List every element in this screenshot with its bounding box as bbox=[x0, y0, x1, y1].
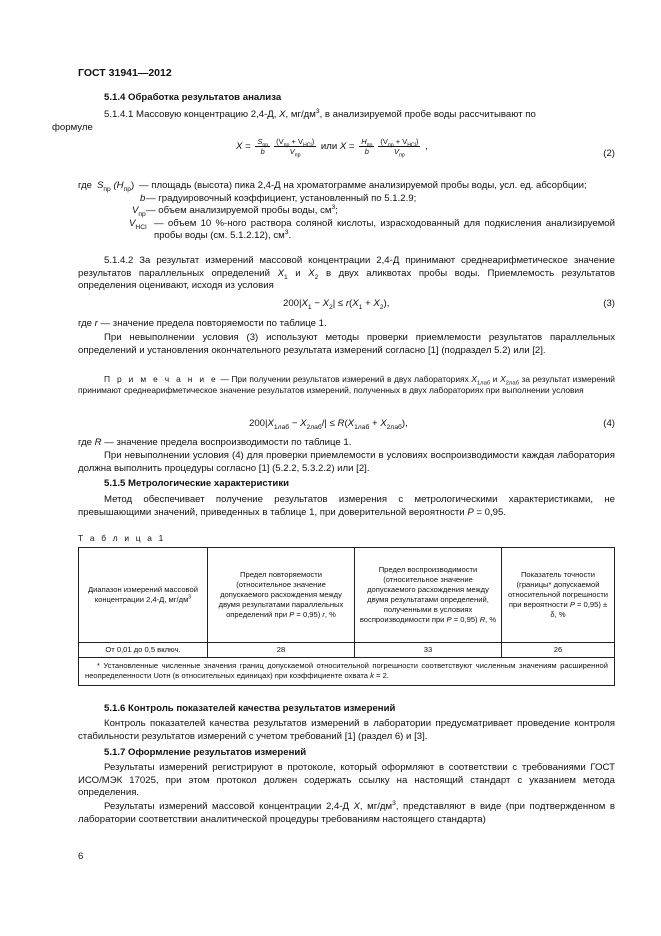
section-heading-5-1-6: 5.1.6 Контроль показателей качества результатов измерений bbox=[104, 703, 396, 714]
definition-row: b — градуировочный коэффициент, установленный по 5.1.2.9; bbox=[140, 192, 417, 204]
table-cell: 28 bbox=[208, 643, 355, 658]
formula-4: $200|X_{1лаб} - X_{2лаб}/| \le R(X_{1лаб} + X_{2лаб})$, bbox=[249, 418, 408, 431]
document-header: ГОСТ 31941—2012 bbox=[78, 67, 172, 79]
table-cell: 26 bbox=[502, 643, 615, 658]
table-header-cell: Показатель точности (границы* допускаемой относительной погрешности при вероятности P = 0,95) ± δ, % bbox=[502, 548, 615, 643]
paragraph-5-1-4-2: 5.1.4.2 За результат измерений массовой концентрации 2,4-Д принимают среднеарифметическое значение результатов параллельных определений $X_1$ и $X_2$ в двух аликвотах пробы воды. Приемлемость результатов определения оценивают, исходя из условия bbox=[78, 255, 615, 292]
table-header-cell: Предел повторяемости (относительное значение допускаемого расхождения между двумя результатами параллельных определений при P = 0,95) r, % bbox=[208, 548, 355, 643]
definition-row: где $S_{пр}$ $(H_{пр})$ — площадь (высота) пика 2,4-Д на хроматограмме анализируемой пробы воды, усл. ед. абсорбции; bbox=[78, 180, 587, 193]
formula-2-number: (2) bbox=[603, 148, 615, 159]
page-number: 6 bbox=[78, 851, 84, 862]
section-heading-5-1-7: 5.1.7 Оформление результатов измерений bbox=[104, 747, 307, 758]
table-cell: 33 bbox=[355, 643, 502, 658]
where-r-line: где r — значение предела повторяемости по таблице 1. bbox=[78, 318, 327, 329]
formula-4-number: (4) bbox=[603, 418, 615, 429]
paragraph-fail-3: При невыполнении условия (3) используют методы проверки приемлемости результатов параллельных определений и установления окончательного результата измерений согласно [1] (подраздел 5.2) или [2]. bbox=[78, 332, 615, 356]
table-cell: От 0,01 до 0,5 включ. bbox=[79, 643, 208, 658]
table-footnote-row bbox=[79, 658, 615, 686]
definitions-list bbox=[78, 180, 615, 243]
definition-row: $V_{HCl}$ — объем 10 %-ного раствора соляной кислоты, израсходованный для подкисления анализируемой пробы воды (см. 5.1.2.12), $см^3$. bbox=[129, 217, 615, 242]
paragraph-fail-4: При невыполнении условия (4) для проверки приемлемости в условиях воспроизводимости каждая лаборатория должна выполнить процедуры согласно [1] (5.2.2, 5.3.2.2) или [2]. bbox=[78, 450, 615, 474]
definition-row: $V_{пр}$ — объем анализируемой пробы воды, $см^3$; bbox=[132, 204, 338, 219]
table-caption: Т а б л и ц а 1 bbox=[78, 533, 166, 543]
paragraph-5-1-5: Метод обеспечивает получение результатов измерения с метрологическими характеристиками, не превышающими значений, приведенных в таблице 1, при доверительной вероятности P = 0,95. bbox=[78, 494, 615, 518]
table-1 bbox=[78, 547, 615, 686]
paragraph-5-1-6: Контроль показателей качества результатов измерений в лаборатории предусматривает проведение контроля стабильности результатов измерений с учетом требований [1] (раздел 6) и [3]. bbox=[78, 718, 615, 742]
paragraph-5-1-4-1: 5.1.4.1 Массовую концентрацию 2,4-Д, X, $мг/дм^3$, в анализируемой пробе воды рассчитывают по формуле bbox=[52, 107, 536, 133]
section-heading-5-1-5: 5.1.5 Метрологические характеристики bbox=[104, 478, 290, 489]
table-header-row bbox=[79, 548, 615, 643]
table-header-cell: Предел воспроизводимости (относительное значение допускаемого расхождения между двумя результатами определений, полученными в условиях воспроизводимости при P = 0,95) R, % bbox=[355, 548, 502, 643]
paragraph-5-1-7-a: Результаты измерений регистрируют в протоколе, который оформляют в соответствии с требованиями ГОСТ ИСО/МЭК 17025, при этом протокол должен содержать ссылку на настоящий стандарт с указанием метода определения. bbox=[78, 762, 615, 799]
section-heading-5-1-4: 5.1.4 Обработка результатов анализа bbox=[104, 92, 282, 103]
paragraph-5-1-7-b: Результаты измерений массовой концентрации 2,4-Д X, $мг/дм^3$, представляют в виде (при подтвержденном в лаборатории соответствии аналитической процедуры требованиям настоящего стандарта) bbox=[78, 799, 615, 825]
table-row bbox=[79, 643, 615, 658]
formula-3-number: (3) bbox=[603, 298, 615, 309]
note-block: П р и м е ч а н и е — При получении результатов измерений в двух лабораториях $X_{1лаб}$ и $X_{2лаб}$ за результат измерений принимают среднеарифметическое значение результатов измерений, полученных в двух лабораториях при выполнении условия bbox=[78, 374, 615, 395]
table-header-cell: Диапазон измерений массовой концентрации 2,4-Д, $мг/дм^3$ bbox=[79, 548, 208, 643]
where-R-line: где R — значение предела воспроизводимости по таблице 1. bbox=[78, 437, 352, 448]
formula-2: X = $\frac{S_{пр}}{b}$ $\frac{(V_{пр} + V_{HCl})}{V_{пр}}$ или X = $\frac{H_{пр}}{b}$ $\frac{(V_{пр} + V_{HCl})}{V_{пр}}$ , bbox=[236, 137, 428, 159]
table-footnote: * Установленные численные значения границ допускаемой относительной погрешности соответствуют численным значениям расширенной неопределенности Uотн (в относительных единицах) при коэффициенте охвата k = 2. bbox=[79, 658, 615, 686]
formula-3: $200|X_1 - X_2| \le r(X_1 + X_2)$, bbox=[283, 298, 390, 311]
